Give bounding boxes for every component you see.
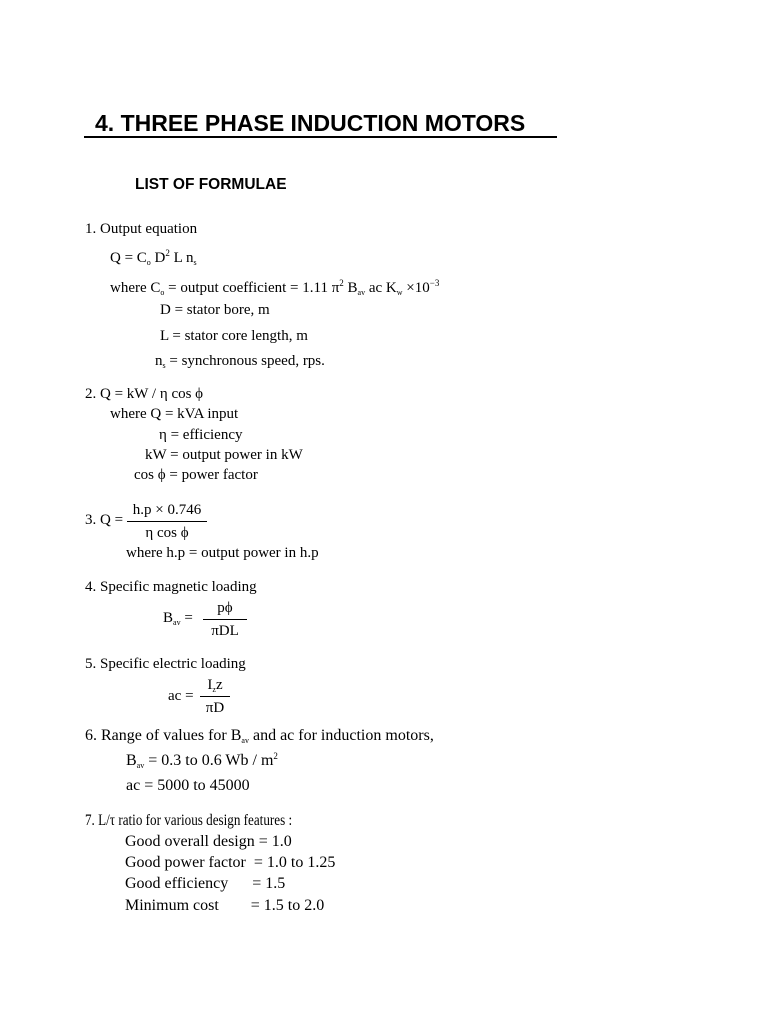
formula-5-lhs: ac = — [168, 688, 194, 704]
formula-2-where-pf: cos ϕ = power factor — [134, 467, 258, 483]
formula-7-title: 7. L/τ ratio for various design features : — [85, 812, 293, 829]
formula-6-bav-range: $B_{av} = 0.3$ to 0.6 Wb / $m^2$ — [126, 751, 278, 770]
formula-6-ac-range: ac = 5000 to 45000 — [126, 777, 250, 794]
formula-5-fraction — [200, 677, 230, 717]
formula-1-where-co: where $C_o$ = output coefficient = 1.11 $\pi^2$ $B_{av}$ ac $K_w \times 10^{-3}$ — [110, 278, 440, 297]
formula-3-denominator: η cos ϕ — [145, 525, 189, 541]
formula-7-row: Minimum cost = 1.5 to 2.0 — [125, 897, 325, 914]
formula-7-row: Good overall design = 1.0 — [125, 833, 292, 850]
formula-3-lhs: 3. Q = — [85, 512, 124, 528]
formula-7-row: Good power factor = 1.0 to 1.25 — [125, 854, 336, 871]
formula-2-where-q: where Q = kVA input — [110, 406, 239, 422]
formula-6-title: 6. Range of values for $B_{av}$ and ac for induction motors, — [85, 727, 434, 745]
formula-1-where-d: D = stator bore, m — [160, 302, 270, 318]
formula-7-row: Good efficiency = 1.5 — [125, 875, 286, 892]
formula-4-title: 4. Specific magnetic loading — [85, 579, 257, 595]
formula-5-title: 5. Specific electric loading — [85, 656, 246, 672]
formula-4-lhs: $B_{av}$ = — [163, 610, 193, 627]
heading-underline — [84, 136, 557, 138]
formula-2-where-eta: η = efficiency — [159, 427, 243, 443]
formula-4-denominator: πDL — [211, 623, 239, 639]
formula-5-denominator: πD — [205, 700, 225, 716]
formula-3-where: where h.p = output power in h.p — [126, 545, 319, 561]
formula-4-fraction — [203, 600, 247, 640]
formula-1-where-l: L = stator core length, m — [160, 328, 308, 344]
formula-1-equation: $Q = C_o$ $D^2$ L $n_s$ — [110, 248, 197, 267]
formula-1-title: 1. Output equation — [85, 221, 198, 237]
formula-1-where-ns: $n_s$ = synchronous speed, rps. — [155, 353, 325, 370]
formula-3-numerator: h.p × 0.746 — [127, 502, 207, 522]
formula-3-fraction — [127, 502, 207, 542]
chapter-heading: 4. THREE PHASE INDUCTION MOTORS — [95, 110, 526, 136]
formula-2-title: 2. Q = kW / η cos ϕ — [85, 386, 204, 402]
formula-5-numerator: $I_zz$ — [200, 677, 230, 697]
section-subheading: LIST OF FORMULAE — [135, 176, 287, 193]
formula-2-where-kw: kW = output power in kW — [145, 447, 303, 463]
formula-4-numerator: pϕ — [203, 600, 247, 620]
